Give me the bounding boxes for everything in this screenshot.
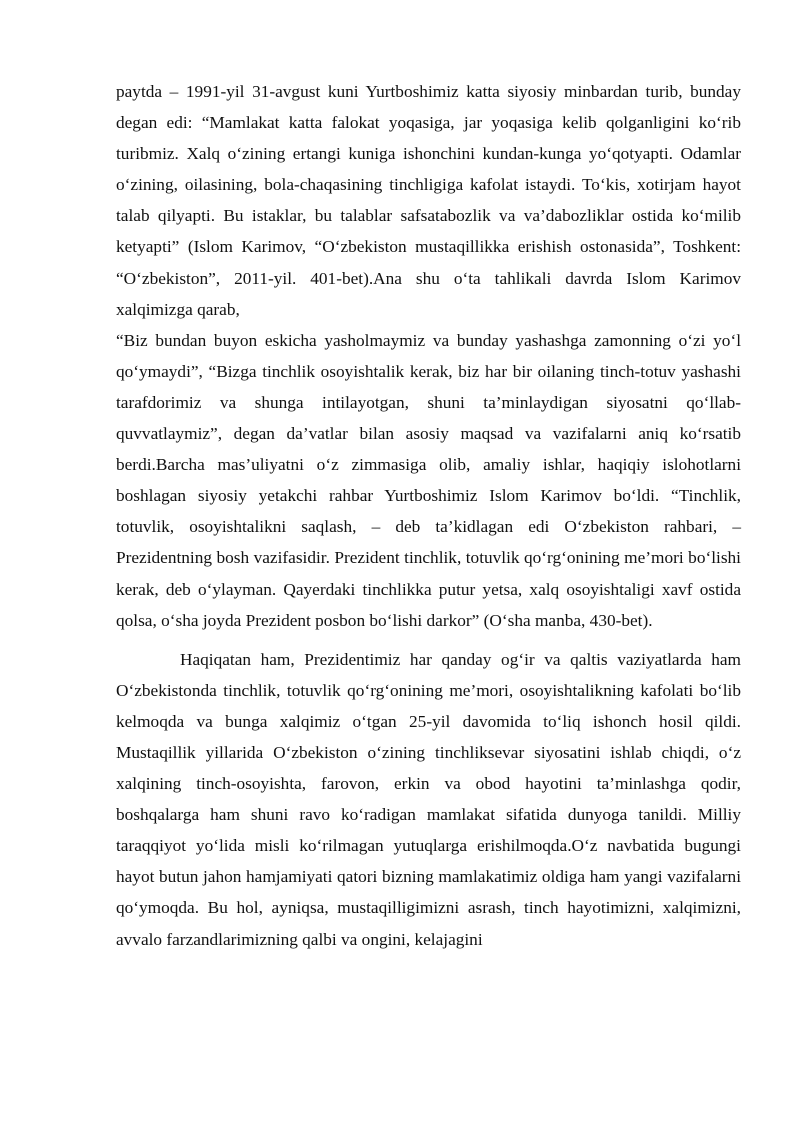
- paragraph-1: paytda – 1991-yil 31-avgust kuni Yurtboshimiz katta siyosiy minbardan turib, bunday degan edi: “Mamlakat katta falokat yoqasiga, jar yoqasiga kelib qolganligini ko‘rib turibmiz. Xalq o‘zining ertangi kuniga ishonchini kundan-kunga yo‘qotyapti. Odamlar o‘zining, oilasining, bola-chaqasining tinchligiga kafolat istaydi. To‘kis, xotirjam hayot talab qilyapti. Bu istaklar, bu talablar safsatabozlik va va’dabozliklar ostida ko‘milib ketyapti” (Islom Karimov, “O‘zbekiston mustaqillikka erishish ostonasida”, Toshkent: “O‘zbekiston”, 2011-yil. 401-bet).Ana shu o‘ta tahlikali davrda Islom Karimov xalqimizga qarab,: [116, 82, 741, 319]
- paragraph-2: “Biz bundan buyon eskicha yasholmaymiz va bunday yashashga zamonning o‘zi yo‘l qo‘ymaydi”, “Bizga tinchlik osoyishtalik kerak, biz har bir oilaning tinch-totuv yashashi tarafdorimiz va shunga intilayotgan, shuni ta’minlaydigan siyosatni qo‘llab-quvvatlaymiz”, degan da’vatlar bilan asosiy maqsad va vazifalarni aniq ko‘rsatib berdi.Barcha mas’uliyatni o‘z zimmasiga olib, amaliy ishlar, haqiqiy islohotlarni boshlagan siyosiy yetakchi rahbar Yurtboshimiz Islom Karimov bo‘ldi. “Tinchlik, totuvlik, osoyishtalikni saqlash, – deb ta’kidlagan edi O‘zbekiston rahbari, – Prezidentning bosh vazifasidir. Prezident tinchlik, totuvlik qo‘rg‘onining me’mori bo‘lishi kerak, deb o‘ylayman. Qayerdaki tinchlikka putur yetsa, xalq osoyishtaligi xavf ostida qolsa, o‘sha joyda Prezident posbon bo‘lishi darkor” (O‘sha manba, 430-bet).: [116, 330, 741, 630]
- document-page: [116, 76, 741, 955]
- paragraph-3: Haqiqatan ham, Prezidentimiz har qanday og‘ir va qaltis vaziyatlarda ham O‘zbekistonda tinchlik, totuvlik qo‘rg‘onining me’mori, osoyishtalikning kafolati bo‘lib kelmoqda va bunga xalqimiz o‘tgan 25-yil davomida to‘liq ishonch hosil qildi. Mustaqillik yillarida O‘zbekiston o‘zining tinchliksevar siyosatini ishlab chiqdi, o‘z xalqining tinch-osoyishta, farovon, erkin va obod hayotini ta’minlashga qodir, boshqalarga ham shuni ravo ko‘radigan mamlakat sifatida dunyoga tanildi. Milliy taraqqiyot yo‘lida misli ko‘rilmagan yutuqlarga erishilmoqda.O‘z navbatida bugungi hayot butun jahon hamjamiyati qatori bizning mamlakatimiz oldiga ham yangi vazifalarni qo‘ymoqda. Bu hol, ayniqsa, mustaqilligimizni asrash, tinch hayotimizni, xalqimizni, avvalo farzandlarimizning qalbi va ongini, kelajagini: [116, 649, 741, 949]
